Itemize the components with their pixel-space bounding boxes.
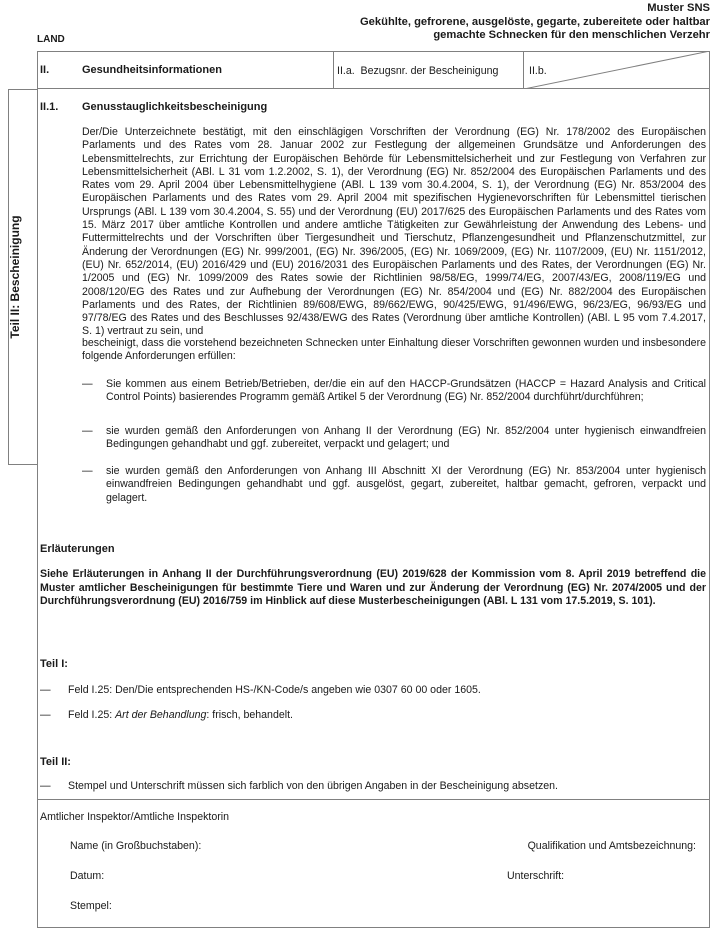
footer-divider — [37, 799, 710, 800]
note-prefix: Feld I.25: — [68, 709, 116, 721]
inspector-label: Amtlicher Inspektor/Amtliche Inspektorin — [40, 811, 229, 823]
reference-number-label: II.a. Bezugsnr. der Bescheinigung — [337, 65, 499, 77]
dash-bullet-icon: — — [82, 425, 93, 437]
part-1-title: Teil I: — [40, 658, 68, 670]
document-header — [360, 2, 710, 43]
name-field-label[interactable]: Name (in Großbuchstaben): — [70, 840, 202, 852]
subsection-number: II.1. — [40, 101, 59, 113]
section-title: Gesundheitsinformationen — [82, 64, 222, 76]
section-number: II. — [40, 64, 50, 76]
subsection-title: Genusstauglichkeitsbescheinigung — [82, 101, 268, 113]
dash-bullet-icon: — — [40, 684, 51, 696]
model-title: Muster SNS — [647, 2, 710, 14]
dash-bullet-icon: — — [40, 780, 51, 792]
country-label: LAND — [37, 34, 65, 45]
qualification-field-label[interactable]: Qualifikation und Amtsbezeichnung: — [527, 840, 696, 852]
notes-text: Siehe Erläuterungen in Anhang II der Durchführungsverordnung (EU) 2019/628 der Kommission vom 8. April 2019 betreffend die Muster amtlicher Bescheinigungen für bestimmte Tiere und Waren und zur Änderung der Verordnung (EG) Nr. 2074/2005 und der Durchführungsverordnung (EU) 2016/759 im Hinblick auf diese Musterbescheinigungen (ABl. L 131 vom 17.5.2019, S. 101). — [40, 568, 706, 608]
note-text: Stempel und Unterschrift müssen sich farblich von den übrigen Angaben in der Bescheinigung absetzen. — [68, 780, 558, 792]
signature-field-label[interactable]: Unterschrift: — [507, 870, 565, 882]
dash-bullet-icon: — — [40, 709, 51, 721]
note-prefix: Feld I.25: — [68, 684, 116, 696]
part-2-title: Teil II: — [40, 756, 71, 768]
attestation-paragraph: Der/Die Unterzeichnete bestätigt, mit den einschlägigen Vorschriften der Verordnung (EG) Nr. 178/2002 des Europäischen Parlaments und des Rates vom 28. Januar 2002 zur Festlegung der allgemeinen Grundsätze und Anforderungen des Lebensmittelrechts, zur Errichtung der Europäischen Behörde für Lebensmittelsicherheit und zur Festlegung von Verfahren zur Lebensmittelsicherheit (ABl. L 31 vom 1.2.2002, S. 1), der Verordnung (EG) Nr. 852/2004 des Europäischen Parlaments und des Rates vom 29. April 2004 über Lebensmittelhygiene (ABl. L 139 vom 30.4.2004, S. 1), der Verordnung (EG) Nr. 853/2004 des Europäischen Parlaments und des Rates vom 29. April 2004 mit spezifischen Hygienevorschriften für Lebensmittel tierischen Ursprungs (ABl. L 139 vom 30.4.2004, S. 55) und der Verordnung (EU) 2017/625 des Europäischen Parlaments und des Rates vom 15. März 2017 über amtliche Kontrollen und andere amtliche Tätigkeiten zur Gewährleistung der Anwendung des Lebens- und Futtermittelrechts und der Vorschriften über Tiergesundheit und Tierschutz, Pflanzengesundheit und Pflanzenschutzmittel, zur Änderung der Verordnungen (EG) Nr. 999/2001, (EG) Nr. 396/2005, (EG) Nr. 1069/2009, (EG) Nr. 1107/2009, (EU) Nr. 1151/2012, (EU) Nr. 652/2014, (EU) 2016/429 und (EU) 2016/2031 des Europäischen Parlaments und des Rates, der Verordnungen (EG) Nr. 1/2005 und (EG) Nr. 1099/2009 des Rates sowie der Richtlinien 98/58/EG, 1999/74/EG, 2007/43/EG, 2008/119/EG und 2008/120/EG des Rates und zur Aufhebung der Verordnungen (EG) Nr. 854/2004 und (EG) Nr. 882/2004 des Europäischen Parlaments und des Rates, der Richtlinien 89/608/EWG, 89/662/EWG, 90/425/EWG, 91/496/EWG, 96/23/EG, 96/93/EG und 97/78/EG des Rates und des Beschlusses 92/438/EWG des Rates (Verordnung über amtliche Kontrollen) (ABl. L 95 vom 7.4.2017, S. 1) vertraut zu sein, und — [82, 126, 706, 338]
note-italic: Art der Behandlung — [115, 709, 207, 721]
note-text: Den/Die entsprechenden HS-/KN-Code/s angeben wie 0307 60 00 oder 1605. — [115, 684, 481, 696]
diagonal-strike-line — [524, 51, 710, 89]
requirement-text: sie wurden gemäß den Anforderungen von Anhang II der Verordnung (EG) Nr. 852/2004 unter hygienisch einwandfreien Bedingungen gehandhabt und ggf. zubereitet, verpackt und gelagert; und — [106, 425, 706, 451]
date-field-label[interactable]: Datum: — [70, 870, 105, 882]
certification-paragraph: bescheinigt, dass die vorstehend bezeichneten Schnecken unter Einhaltung dieser Vorschriften gewonnen wurden und insbesondere folgende Anforderungen erfüllen: — [82, 337, 706, 363]
requirement-text: Sie kommen aus einem Betrieb/Betrieben, der/die ein auf den HACCP-Grundsätzen (HACCP = Hazard Analysis and Critical Control Points) basierendes Programm gemäß Artikel 5 der Verordnung (EG) Nr. 852/2004 durchführt/durchführen; — [106, 378, 706, 404]
dash-bullet-icon: — — [82, 378, 93, 390]
subtitle-line-2: gemachte Schnecken für den menschlichen Verzehr — [433, 29, 710, 41]
note-text: : frisch, behandelt. — [206, 709, 293, 721]
side-label: Teil II: Bescheinigung — [8, 215, 22, 339]
requirement-text: sie wurden gemäß den Anforderungen von Anhang III Abschnitt XI der Verordnung (EG) Nr. 853/2004 unter hygienisch einwandfreien Bedingungen gehandhabt und ggf. ausgelöst, gegart, zubereitet, haltbar gemacht, gefroren, verpackt und gelagert. — [106, 465, 706, 504]
reference-b-label: II.b. — [529, 65, 547, 77]
stamp-field-label[interactable]: Stempel: — [70, 900, 112, 912]
notes-title: Erläuterungen — [40, 543, 115, 555]
dash-bullet-icon: — — [82, 465, 93, 477]
subtitle-line-1: Gekühlte, gefrorene, ausgelöste, gegarte, zubereitete oder haltbar — [359, 15, 710, 28]
